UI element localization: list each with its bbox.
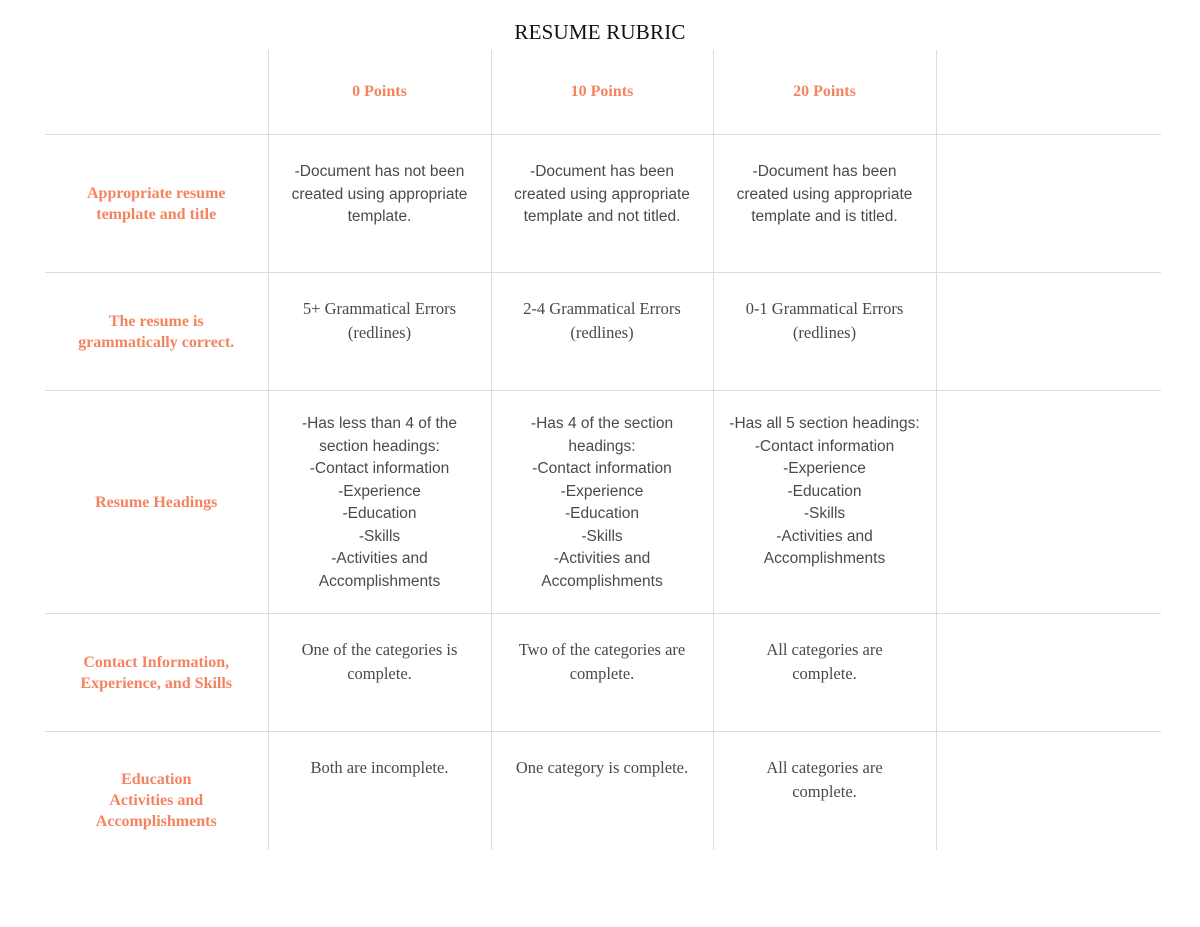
criterion-line: The resume is: [108, 312, 204, 330]
cell-line: headings:: [568, 437, 636, 455]
column-header-label: 20 Points: [793, 83, 856, 100]
cell-line: -Education: [787, 482, 862, 500]
cell-line: (redlines): [792, 323, 857, 342]
score-cell-0: [268, 273, 491, 391]
header-cell-empty: [936, 50, 1161, 135]
score-cell-0: [268, 135, 491, 273]
cell-line: One category is complete.: [515, 758, 689, 777]
score-cell-20: [713, 732, 936, 850]
cell-line: -Education: [342, 505, 417, 522]
header-cell-20-points: [713, 50, 936, 135]
cell-line: One of the categories is: [301, 640, 458, 659]
score-cell-10: [491, 614, 713, 732]
cell-line: complete.: [347, 664, 412, 683]
cell-line: Two of the categories are: [518, 640, 686, 659]
score-cell-0: [268, 732, 491, 850]
table-row: [45, 273, 1161, 391]
score-cell-0: [268, 391, 491, 614]
header-corner-cell: [45, 50, 268, 135]
cell-line: -Skills: [358, 527, 401, 545]
cell-line: -Contact information: [754, 437, 895, 455]
criterion-cell: [45, 273, 268, 391]
cell-line: Accomplishments: [318, 572, 441, 590]
empty-cell: [936, 732, 1161, 850]
cell-line: -Activities and: [776, 527, 873, 545]
cell-line: 2-4 Grammatical Errors: [523, 299, 681, 318]
cell-line: -Document has been: [530, 163, 674, 180]
criterion-line: Contact Information,: [83, 653, 230, 671]
score-cell-10: [491, 273, 713, 391]
cell-line: complete.: [792, 782, 857, 801]
page-title: RESUME RUBRIC: [514, 20, 686, 44]
cell-line: created using appropriate: [291, 185, 468, 203]
cell-line: -Contact information: [532, 460, 672, 477]
cell-line: (redlines): [570, 323, 634, 342]
cell-line: complete.: [569, 664, 635, 683]
empty-cell: [936, 614, 1161, 732]
criterion-cell: [45, 614, 268, 732]
criterion-line: Appropriate resume: [86, 184, 226, 202]
score-cell-20: [713, 391, 936, 614]
score-cell-10: [491, 135, 713, 273]
score-cell-10: [491, 391, 713, 614]
cell-line: -Skills: [581, 527, 623, 545]
cell-line: -Experience: [560, 482, 644, 500]
cell-line: template and is titled.: [751, 208, 898, 225]
empty-cell: [936, 135, 1161, 273]
criterion-line: Accomplishments: [95, 813, 217, 831]
cell-line: Accomplishments: [541, 572, 663, 590]
cell-line: template.: [347, 208, 412, 225]
cell-line: -Experience: [783, 460, 866, 477]
cell-line: -Education: [564, 505, 640, 522]
score-cell-20: [713, 273, 936, 391]
rubric-table: [45, 50, 1161, 850]
cell-line: created using appropriate: [736, 185, 913, 203]
criterion-line: template and title: [96, 205, 217, 223]
cell-line: complete.: [792, 664, 857, 683]
cell-line: -Experience: [338, 482, 421, 500]
criterion-line: Education: [121, 771, 192, 789]
cell-line: -Has less than 4 of the: [301, 415, 458, 432]
cell-line: All categories are: [766, 640, 883, 659]
table-row: [45, 391, 1161, 614]
cell-line: -Skills: [803, 505, 846, 522]
criterion-cell: [45, 135, 268, 273]
criterion-cell: [45, 391, 268, 614]
table-row: [45, 732, 1161, 850]
cell-line: All categories are: [766, 758, 883, 777]
cell-line: -Document has been: [752, 163, 897, 180]
empty-cell: [936, 273, 1161, 391]
cell-line: -Has all 5 section headings:: [729, 415, 920, 432]
criterion-cell: [45, 732, 268, 850]
cell-line: Both are incomplete.: [310, 758, 449, 777]
cell-line: -Activities and: [331, 550, 428, 567]
score-cell-0: [268, 614, 491, 732]
table-row: [45, 135, 1161, 273]
cell-line: 0-1 Grammatical Errors: [745, 299, 904, 318]
table-row: [45, 614, 1161, 732]
criterion-line: grammatically correct.: [78, 333, 235, 351]
cell-line: section headings:: [319, 437, 440, 455]
criterion-line: Resume Headings: [95, 493, 218, 511]
score-cell-10: [491, 732, 713, 850]
criterion-line: Experience, and Skills: [80, 674, 233, 692]
score-cell-20: [713, 614, 936, 732]
score-cell-20: [713, 135, 936, 273]
header-row: [45, 50, 1161, 135]
cell-line: Accomplishments: [763, 550, 886, 567]
cell-line: created using appropriate: [514, 185, 690, 203]
cell-line: -Has 4 of the section: [530, 415, 674, 432]
cell-line: 5+ Grammatical Errors: [302, 299, 457, 318]
column-header-label: 0 Points: [352, 83, 407, 100]
criterion-line: Activities and: [109, 792, 204, 810]
header-cell-0-points: [268, 50, 491, 135]
cell-line: -Contact information: [309, 460, 450, 477]
header-cell-10-points: [491, 50, 713, 135]
empty-cell: [936, 391, 1161, 614]
cell-line: (redlines): [347, 323, 412, 342]
cell-line: -Activities and: [553, 550, 651, 567]
cell-line: template and not titled.: [523, 208, 681, 225]
cell-line: -Document has not been: [294, 163, 465, 180]
column-header-label: 10 Points: [570, 83, 634, 100]
